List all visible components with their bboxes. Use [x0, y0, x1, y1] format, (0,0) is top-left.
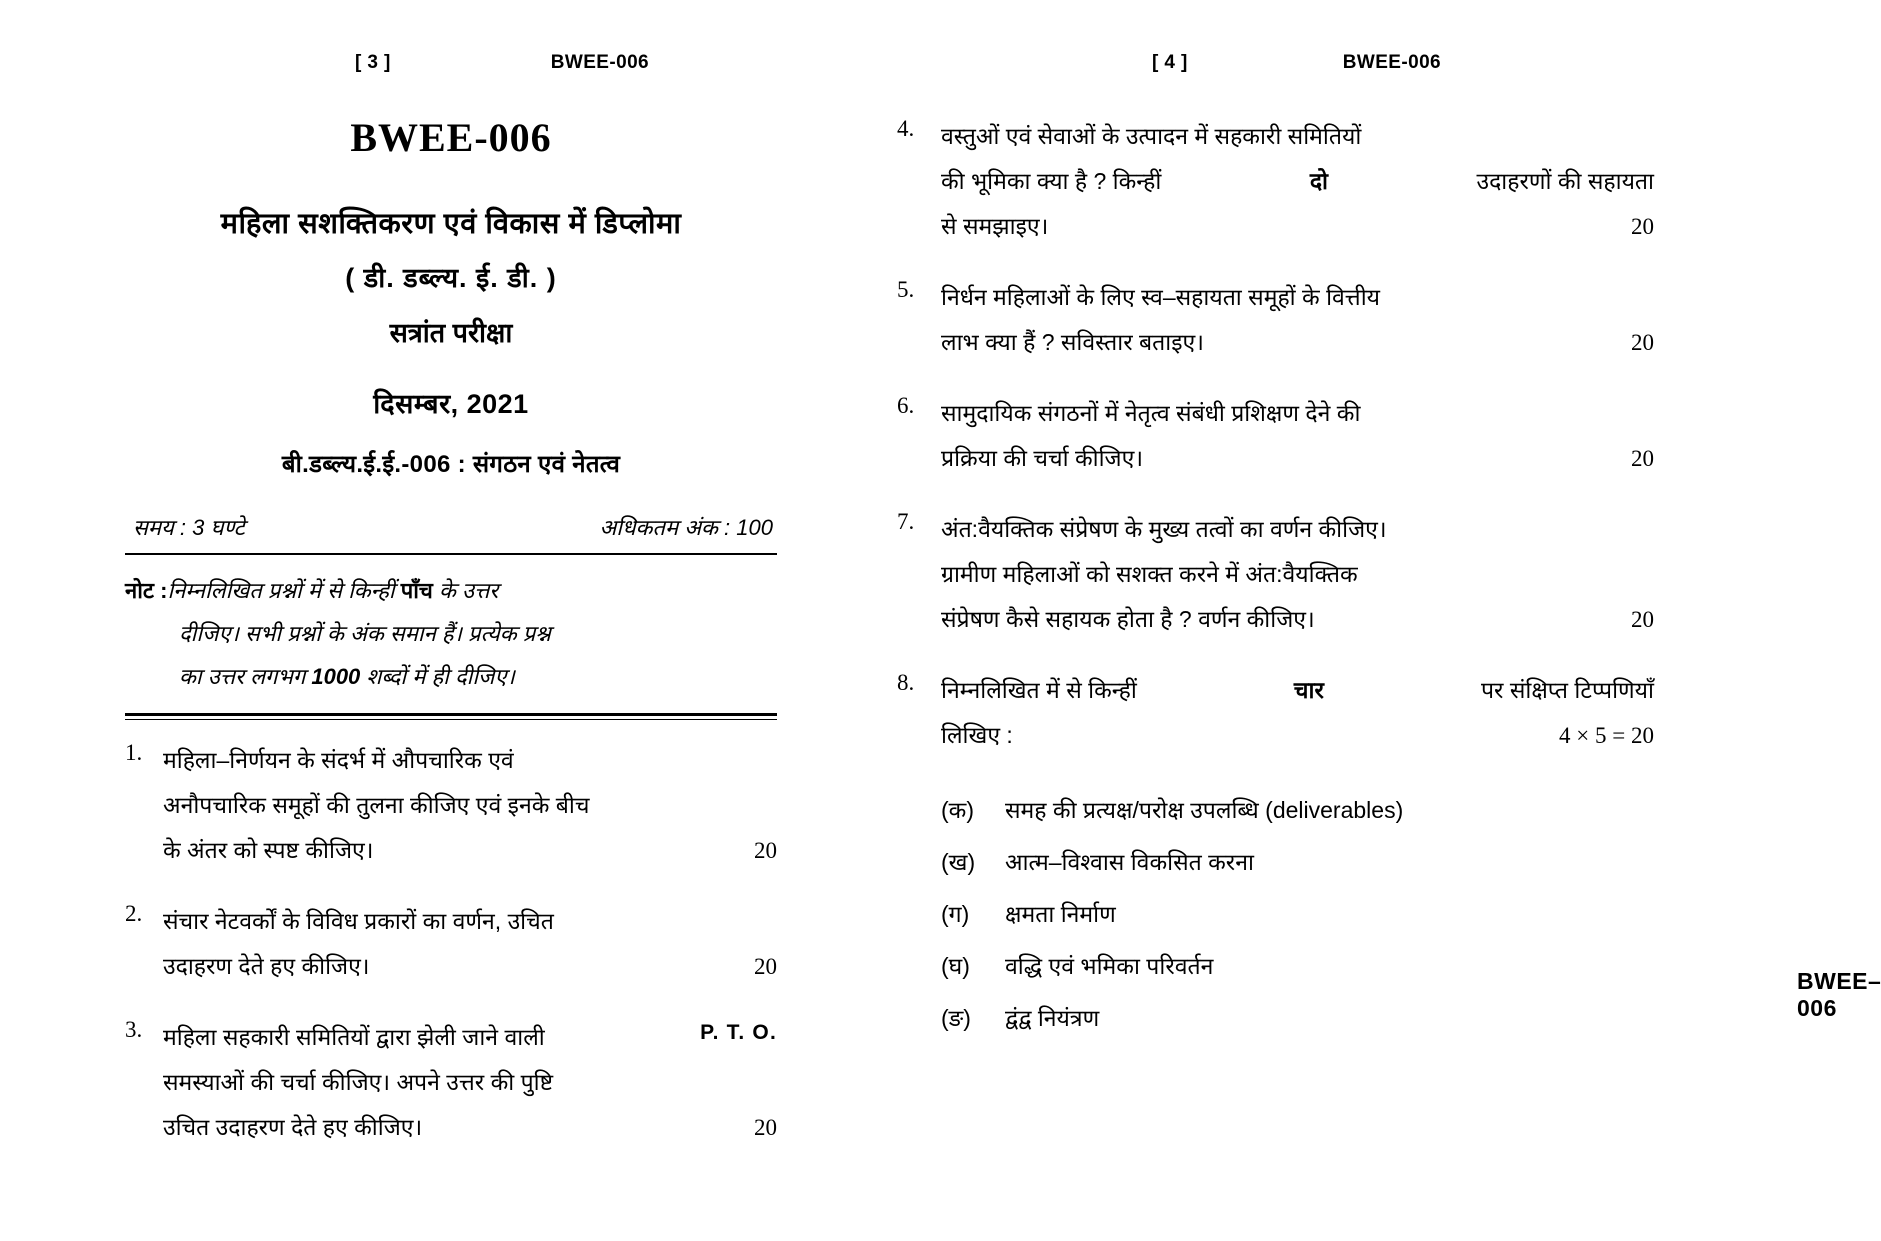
page-turn-over-notice: P. T. O.	[700, 1021, 777, 1044]
question-marks: 20	[1631, 214, 1654, 239]
right-page-number: [ 4 ]	[1152, 52, 1188, 73]
left-question-list	[125, 738, 777, 1150]
left-running-head	[125, 52, 777, 78]
exam-type: सत्रांत परीक्षा	[389, 318, 513, 348]
question-line-emphasis: निम्नलिखित में से किन्हीं चार पर संक्षिप्त टिप्पणियाँ	[941, 677, 1654, 703]
left-page	[0, 0, 877, 1241]
right-page	[877, 0, 1881, 1241]
note-bottom-double-rule	[125, 713, 777, 720]
question-line-text: लाभ क्या हैं ? सविस्तार बताइए।	[941, 329, 1204, 355]
question-line-text: संप्रेषण कैसे सहायक होता है ? वर्णन कीजिए।	[941, 606, 1315, 632]
time-and-marks-row	[125, 512, 777, 542]
list-item	[941, 888, 1654, 940]
question-line-with-marks	[941, 597, 1654, 642]
sub-part-label: (घ)	[941, 953, 970, 979]
table-row	[897, 507, 1654, 642]
question-number: 4.	[897, 116, 915, 141]
sub-part-label: (ग)	[941, 901, 970, 927]
note-line-3b: शब्दों में ही दीजिए।	[360, 664, 515, 689]
question-marks: 20	[754, 954, 777, 979]
programme-abbreviation: ( डी. डब्ल्य. ई. डी. )	[345, 263, 557, 293]
question-line-text: लिखिए :	[941, 722, 1013, 748]
question-line-text: उदाहरण देते हए कीजिए।	[163, 953, 370, 979]
question-line: महिला–निर्णयन के संदर्भ में औपचारिक एवं	[163, 747, 514, 773]
exam-session: दिसम्बर, 2021	[373, 389, 529, 419]
question-marks: 4 × 5 = 20	[1559, 723, 1654, 748]
question-body	[163, 738, 777, 873]
paper-code-heading: BWEE-006	[350, 115, 552, 160]
table-row	[125, 899, 777, 989]
question-body	[941, 114, 1654, 249]
question-line-text: से समझाइए।	[941, 213, 1049, 239]
note-line-1b: के उत्तर	[432, 578, 499, 603]
question-line: वस्तुओं एवं सेवाओं के उत्पादन में सहकारी समितियों	[941, 123, 1362, 149]
sub-part-text: द्वंद्व नियंत्रण	[1005, 1005, 1100, 1031]
question-line: ग्रामीण महिलाओं को सशक्त करने में अंत:वैयक्तिक	[941, 561, 1358, 587]
list-item	[941, 992, 1654, 1044]
question-body	[941, 668, 1654, 758]
question-number: 8.	[897, 670, 915, 695]
instructions-note	[125, 569, 777, 698]
sub-part-text: आत्म–विश्वास विकसित करना	[1005, 849, 1254, 875]
note-line-2: दीजिए। सभी प्रश्नों के अंक समान हैं। प्रत्येक प्रश्न	[179, 621, 551, 646]
question-number: 1.	[125, 740, 143, 765]
question-number: 2.	[125, 901, 143, 926]
question-marks: 20	[1631, 607, 1654, 632]
question-line-with-marks	[941, 436, 1654, 481]
question-number: 7.	[897, 509, 915, 534]
header-divider-rule	[125, 553, 777, 555]
question-line-with-marks	[941, 204, 1654, 249]
note-line-3a: का उत्तर लगभग	[179, 664, 312, 689]
question-line-emphasis: की भूमिका क्या है ? किन्हीं दो उदाहरणों की सहायता	[941, 168, 1654, 194]
question-line-text: उचित उदाहरण देते हए कीजिए।	[163, 1114, 423, 1140]
sub-part-text: समह की प्रत्यक्ष/परोक्ष उपलब्धि (deliverables)	[1005, 797, 1404, 823]
list-item	[941, 940, 1654, 992]
question-marks: 20	[1631, 330, 1654, 355]
question-line-with-marks	[163, 1105, 777, 1150]
right-running-head	[897, 52, 1654, 78]
list-item	[941, 836, 1654, 888]
left-running-paper-code: BWEE-006	[550, 52, 650, 73]
question-line: सामुदायिक संगठनों में नेतृत्व संबंधी प्रशिक्षण देने की	[941, 400, 1361, 426]
programme-title: महिला सशक्तिकरण एवं विकास में डिप्लोमा	[220, 208, 682, 240]
table-row	[897, 391, 1654, 481]
question-line: अंत:वैयक्तिक संप्रेषण के मुख्य तत्वों का वर्णन कीजिए।	[941, 516, 1387, 542]
table-row	[897, 275, 1654, 365]
paper-title-line: बी.डब्ल्य.ई.ई.-006 : संगठन एवं नेतत्व	[281, 451, 621, 478]
note-line-1-bold: पाँच	[400, 578, 433, 603]
table-row	[125, 738, 777, 873]
note-line-1a: निम्नलिखित प्रश्नों में से किन्हीं	[167, 578, 401, 603]
note-line-3-bold: 1000	[311, 664, 361, 689]
question-body	[941, 507, 1654, 642]
sub-part-label: (क)	[941, 797, 974, 823]
question-line: समस्याओं की चर्चा कीजिए। अपने उत्तर की पुष्टि	[163, 1069, 554, 1095]
question-8-sub-parts	[941, 784, 1654, 1044]
question-line-with-marks	[941, 320, 1654, 365]
question-line: निर्धन महिलाओं के लिए स्व–सहायता समूहों के वित्तीय	[941, 284, 1381, 310]
question-number: 6.	[897, 393, 915, 418]
end-paper-code: BWEE–006	[1797, 968, 1881, 1021]
question-line-text: के अंतर को स्पष्ट कीजिए।	[163, 837, 374, 863]
sub-part-text: क्षमता निर्माण	[1005, 901, 1116, 927]
question-number: 5.	[897, 277, 915, 302]
sub-part-label: (ख)	[941, 849, 976, 875]
question-line-with-marks	[163, 828, 777, 873]
question-body	[941, 391, 1654, 481]
table-row	[125, 1015, 777, 1150]
question-body	[163, 1015, 777, 1150]
maximum-marks: अधिकतम अंक : 100	[599, 515, 773, 540]
question-body	[163, 899, 777, 989]
sub-part-text: वद्धि एवं भमिका परिवर्तन	[1005, 953, 1214, 979]
question-line-with-marks	[163, 944, 777, 989]
right-running-paper-code: BWEE-006	[1342, 52, 1442, 73]
question-marks: 20	[754, 838, 777, 863]
question-body	[941, 275, 1654, 365]
question-line-text: प्रक्रिया की चर्चा कीजिए।	[941, 445, 1144, 471]
question-marks: 20	[1631, 446, 1654, 471]
time-allowed: समय : 3 घण्टे	[133, 515, 245, 540]
note-label: नोट :	[125, 578, 168, 603]
question-line: संचार नेटवर्कों के विविध प्रकारों का वर्णन, उचित	[163, 908, 554, 934]
left-page-number: [ 3 ]	[355, 52, 391, 73]
question-line-with-marks	[941, 713, 1654, 758]
question-line: महिला सहकारी समितियों द्वारा झेली जाने वाली	[163, 1024, 545, 1050]
table-row	[897, 668, 1654, 758]
question-marks: 20	[754, 1115, 777, 1140]
right-question-list	[897, 114, 1654, 758]
list-item	[941, 784, 1654, 836]
sub-part-label: (ङ)	[941, 1005, 971, 1031]
question-number: 3.	[125, 1017, 143, 1042]
table-row	[897, 114, 1654, 249]
question-line: अनौपचारिक समूहों की तुलना कीजिए एवं इनके बीच	[163, 792, 590, 818]
